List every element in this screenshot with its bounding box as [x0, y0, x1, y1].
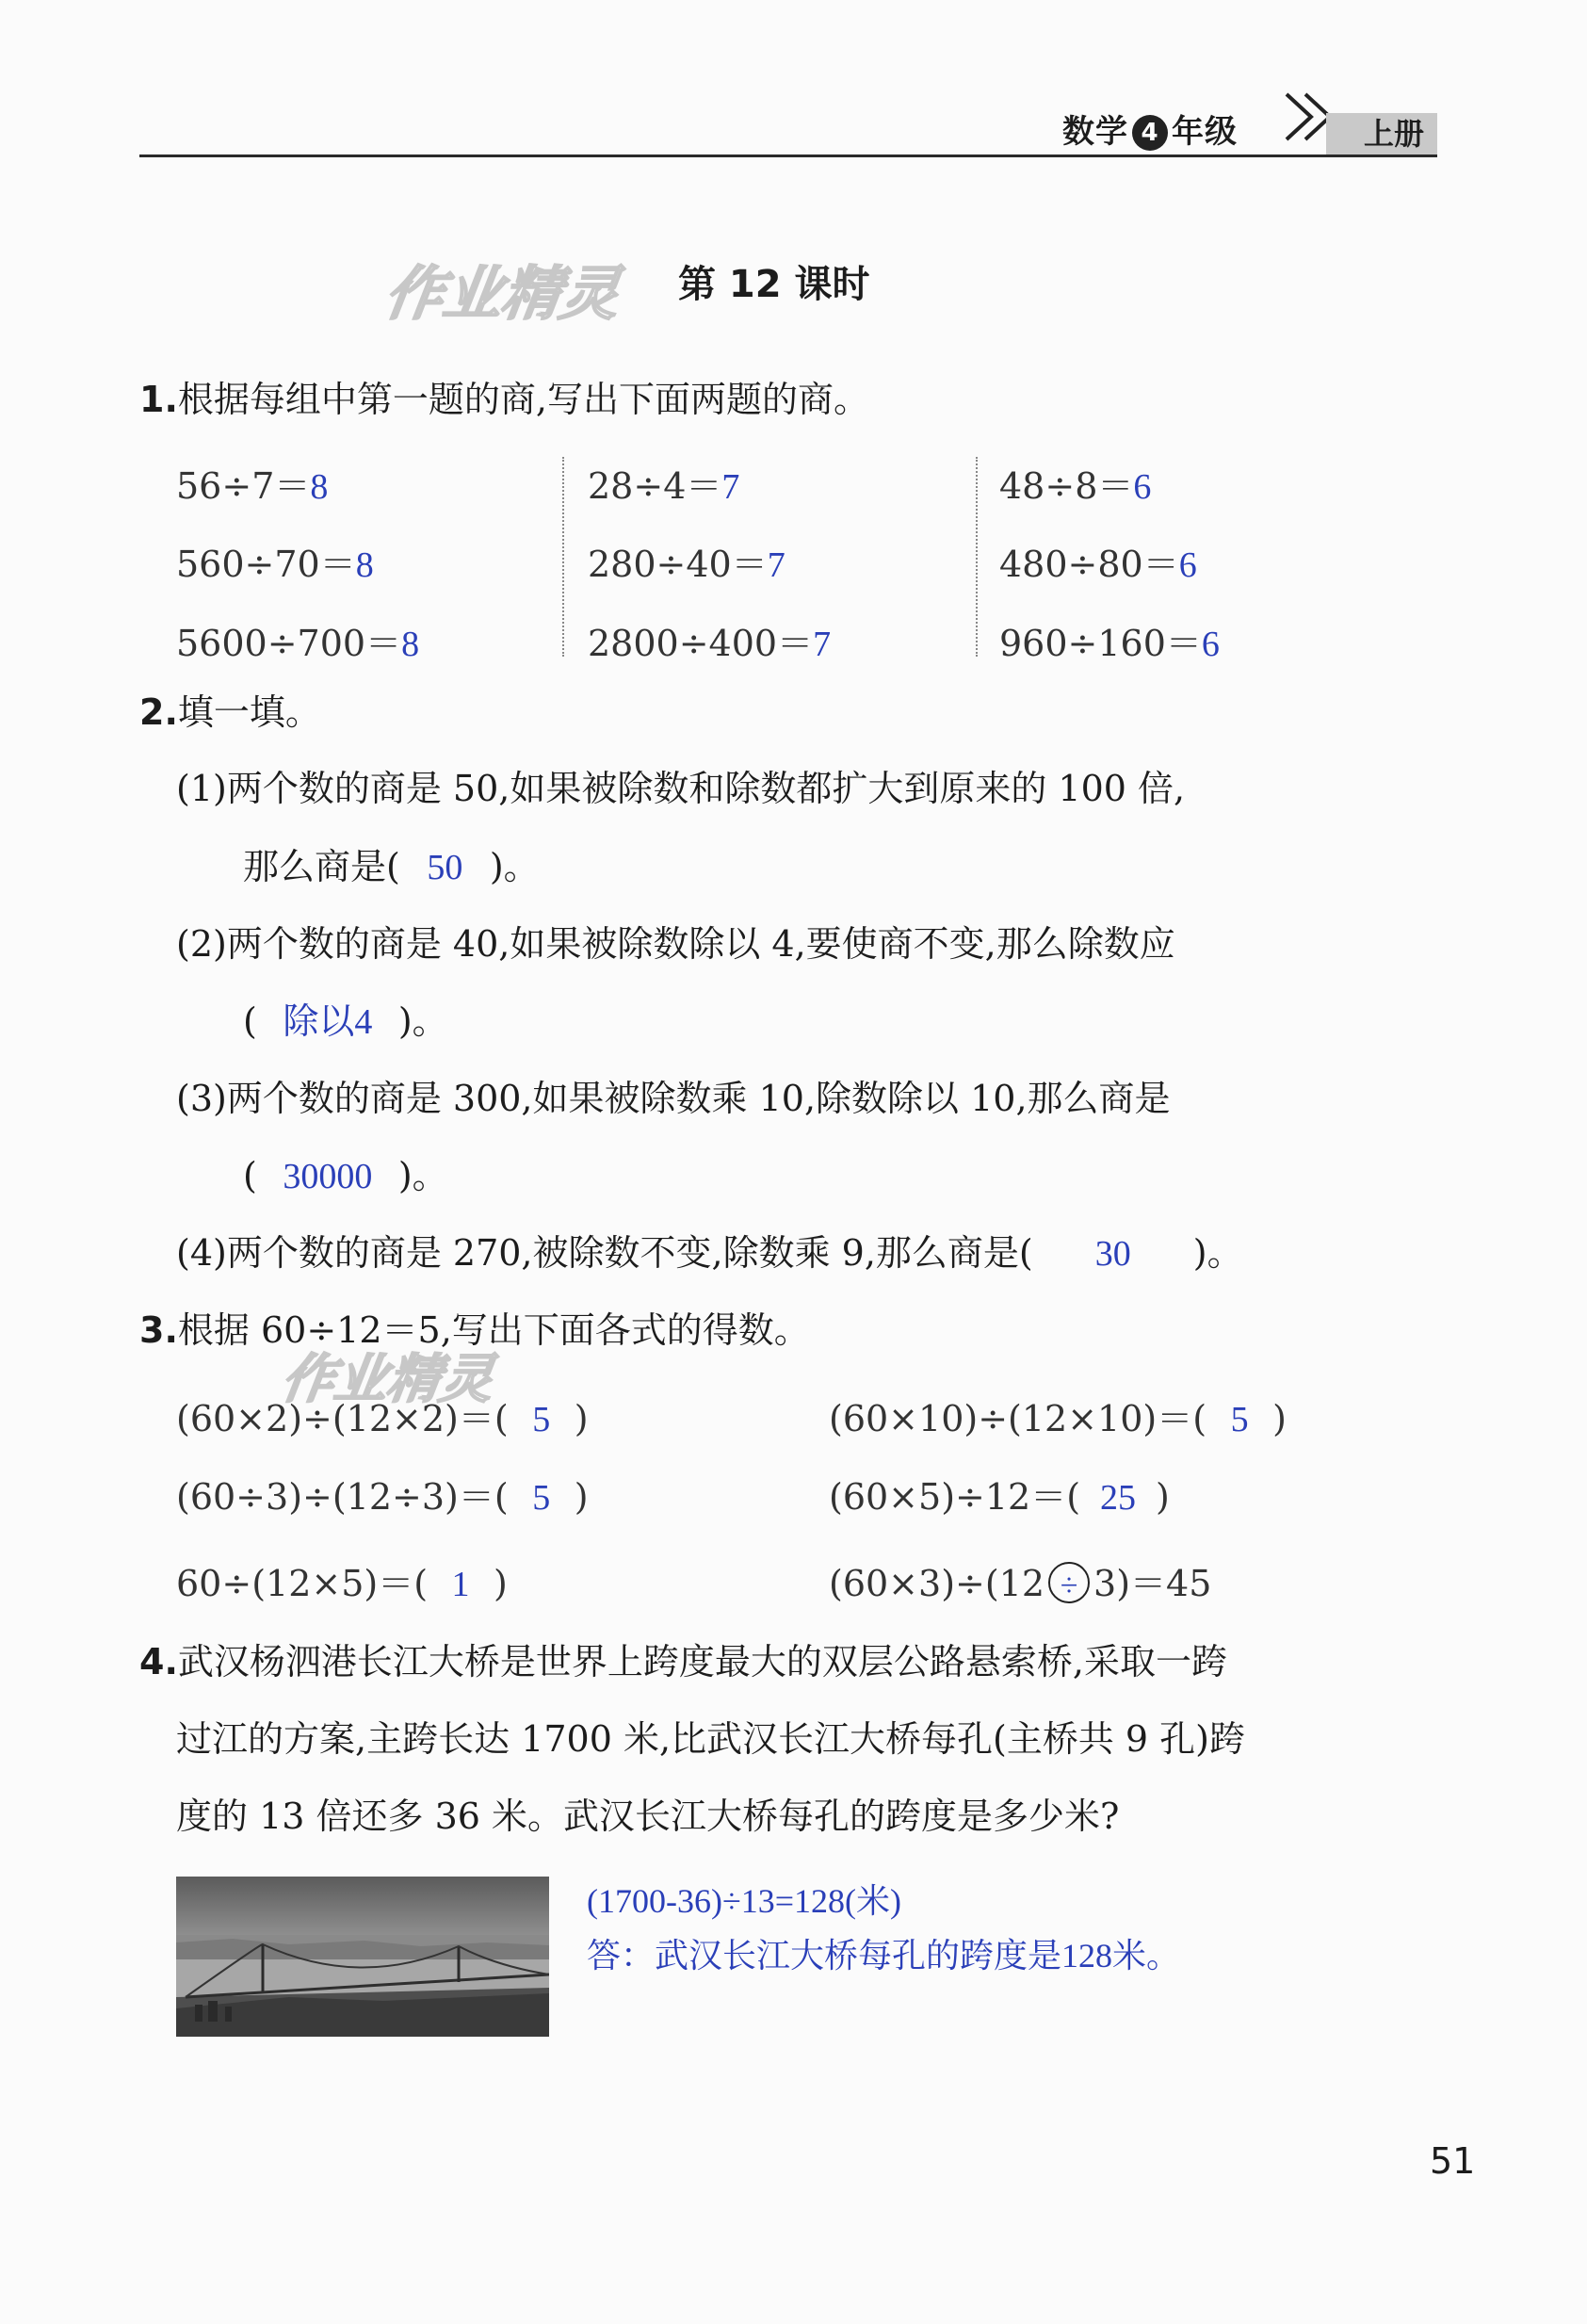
q3-equation: (60÷3)÷(12÷3)＝( 5 ) — [176, 1476, 589, 1518]
q2-item-4: (4)两个数的商是 270,被除数不变,除数乘 9,那么商是( 30 )。 — [176, 1230, 1243, 1276]
q3-answer: 5 — [532, 1478, 551, 1518]
q3-prompt: 3.根据 60÷12＝5,写出下面各式的得数。 — [139, 1309, 810, 1351]
q2-item-2: (2)两个数的商是 40,如果被除数除以 4,要使商不变,那么除数应 — [176, 923, 1175, 965]
q1-answer: 8 — [310, 467, 329, 507]
header-subject: 数学 4 年级 — [1062, 113, 1238, 151]
q1-equation: 48÷8＝6 — [999, 465, 1152, 507]
column-divider — [562, 457, 564, 657]
q3-equation: (60×3)÷(12 ÷ 3)＝45 — [829, 1563, 1212, 1604]
operator-circle — [1048, 1562, 1090, 1603]
q1-answer: 6 — [1133, 467, 1152, 507]
q2-prompt: 2.填一填。 — [139, 691, 321, 733]
q4-line-3: 度的 13 倍还多 36 米。武汉长江大桥每孔的跨度是多少米? — [176, 1796, 1120, 1837]
q3-answer: ÷ — [1060, 1568, 1078, 1603]
q3-equation: (60×2)÷(12×2)＝( 5 ) — [176, 1398, 589, 1439]
q1-equation: 2800÷400＝7 — [588, 623, 832, 664]
header-rule — [139, 154, 1437, 157]
q1-equation: 560÷70＝8 — [176, 544, 374, 585]
q3-equation: 60÷(12×5)＝( 1 ) — [176, 1563, 508, 1604]
q1-answer: 6 — [1201, 625, 1220, 664]
q3-equation: (60×5)÷12＝( 25 ) — [829, 1476, 1170, 1518]
q2-answer: 50 — [427, 848, 463, 887]
q3-answer: 25 — [1100, 1478, 1137, 1518]
q1-equation: 5600÷700＝8 — [176, 623, 420, 664]
q2-item-1: (1)两个数的商是 50,如果被除数和除数都扩大到原来的 100 倍, — [176, 768, 1186, 809]
q2-answer: 除以4 — [283, 1002, 373, 1042]
lesson-title: 第 12 课时 — [678, 263, 870, 306]
q1-answer: 7 — [767, 545, 785, 585]
q3-equation: (60×10)÷(12×10)＝( 5 ) — [829, 1398, 1287, 1439]
q1-equation: 56÷7＝8 — [176, 465, 329, 507]
q1-answer: 7 — [721, 467, 740, 507]
q1-answer: 7 — [813, 625, 832, 664]
q4-line-2: 过江的方案,主跨长达 1700 米,比武汉长江大桥每孔(主桥共 9 孔)跨 — [176, 1718, 1246, 1760]
q1-prompt: 1.根据每组中第一题的商,写出下面两题的商。 — [139, 379, 869, 420]
q1-answer: 8 — [401, 625, 420, 664]
q2-item-1-answer-line: 那么商是( 50 )。 — [243, 844, 540, 890]
q1-answer: 6 — [1178, 545, 1197, 585]
q3-answer: 5 — [1230, 1400, 1249, 1439]
q1-equation: 480÷80＝6 — [999, 544, 1197, 585]
q4-solution: (1700-36)÷13=128(米) — [587, 1882, 902, 1920]
q3-answer: 1 — [451, 1565, 470, 1604]
q4-answer: 答：武汉长江大桥每孔的跨度是128米。 — [587, 1937, 1181, 1975]
header-volume: 上册 — [1326, 113, 1437, 154]
bridge-photo — [176, 1877, 549, 2037]
q1-equation: 960÷160＝6 — [999, 623, 1220, 664]
q3-answer: 5 — [532, 1400, 551, 1439]
page-number: 51 — [1430, 2140, 1476, 2182]
q2-item-2-answer-line: ( 除以4 )。 — [243, 999, 448, 1045]
column-divider — [976, 457, 978, 657]
q4-line-1: 4.武汉杨泗港长江大桥是世界上跨度最大的双层公路悬索桥,采取一跨 — [139, 1641, 1227, 1682]
q2-answer: 30000 — [283, 1157, 373, 1196]
q2-item-3: (3)两个数的商是 300,如果被除数乘 10,除数除以 10,那么商是 — [176, 1078, 1171, 1119]
q1-answer: 8 — [355, 545, 374, 585]
q2-answer: 30 — [1094, 1234, 1131, 1274]
q1-equation: 28÷4＝7 — [588, 465, 740, 507]
q1-equation: 280÷40＝7 — [588, 544, 785, 585]
watermark-logo: 作业精灵 — [277, 1349, 497, 1410]
q2-item-3-answer-line: ( 30000 )。 — [243, 1153, 448, 1199]
grade-badge: 4 — [1132, 115, 1168, 151]
watermark-logo: 作业精灵 — [381, 259, 624, 328]
